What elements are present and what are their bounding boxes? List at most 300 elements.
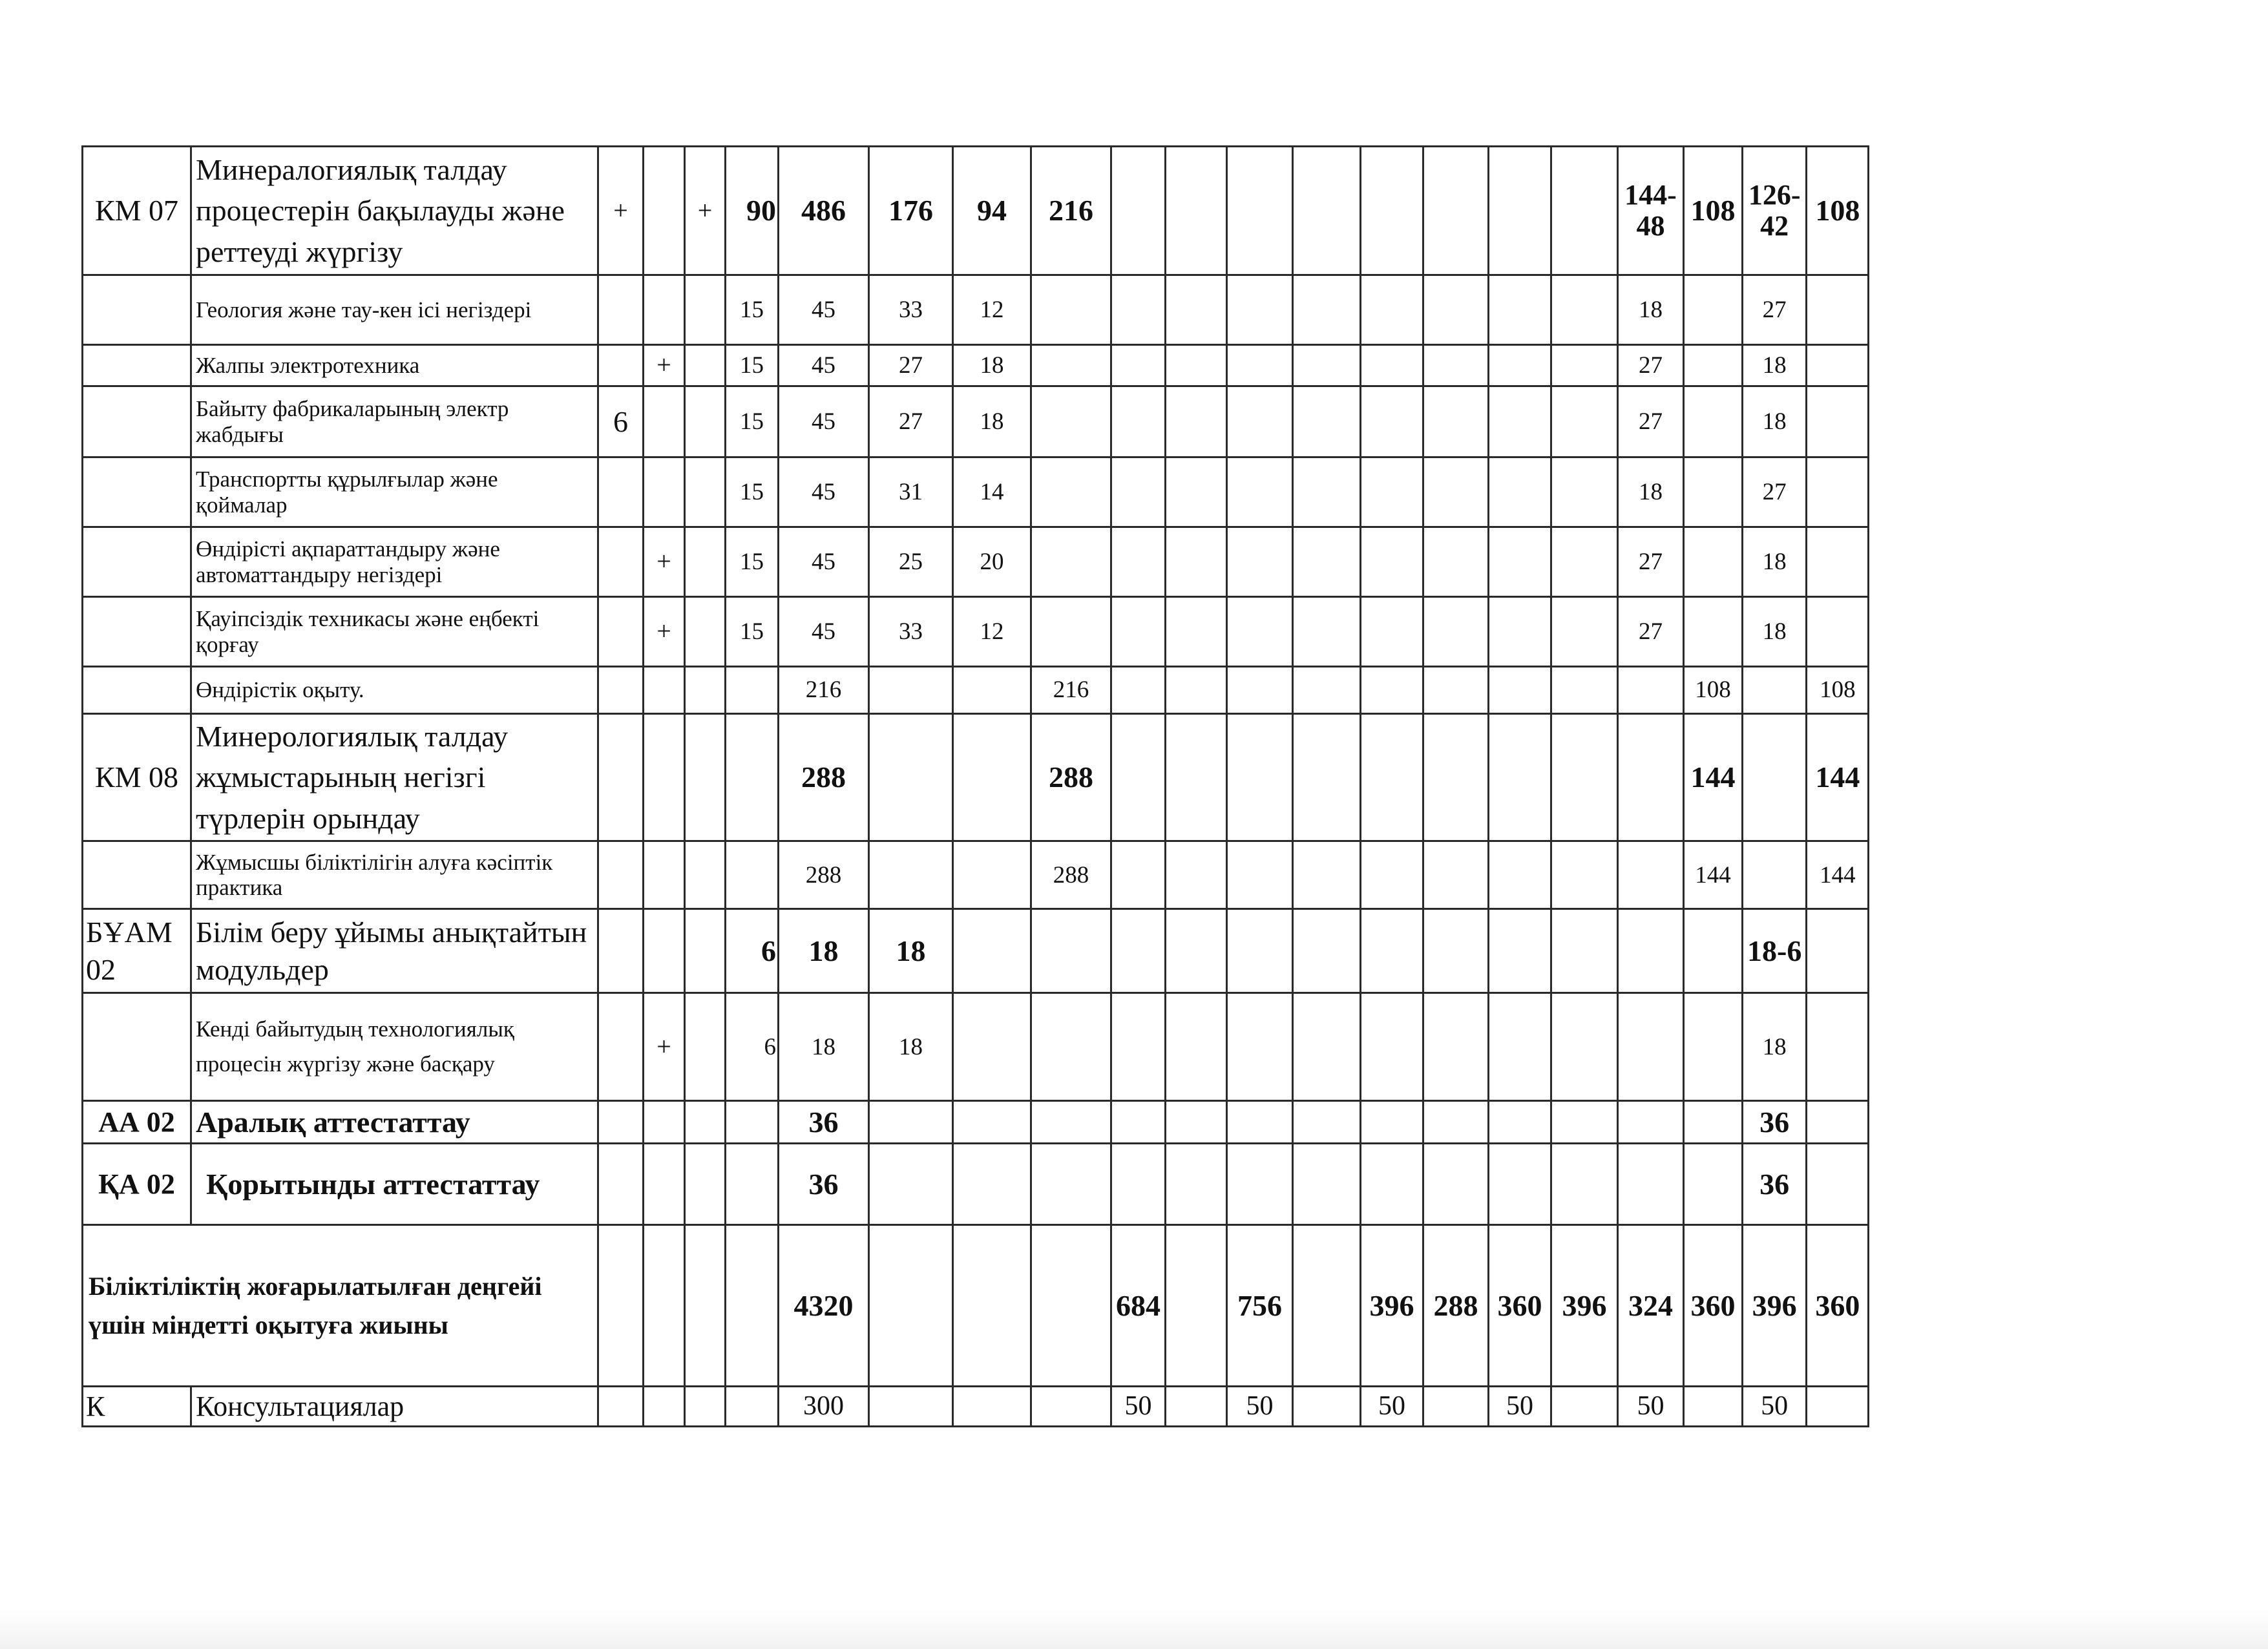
cell [1423, 714, 1489, 841]
cell: 90 [726, 147, 779, 275]
cell [1551, 597, 1618, 667]
cell [1489, 345, 1551, 386]
cell [1166, 597, 1227, 667]
cell [1293, 714, 1361, 841]
cell: 396 [1743, 1225, 1807, 1387]
cell [1551, 1101, 1618, 1144]
module-name: Минерологиялық талдау жұмыстарының негізгі түрлерін орындау [191, 714, 598, 841]
cell [1743, 147, 1807, 275]
cell [1293, 527, 1361, 597]
table-row [83, 275, 1869, 345]
table-row [83, 714, 1869, 841]
cell: 18 [1743, 993, 1807, 1101]
cell [869, 1101, 953, 1144]
cell [1031, 527, 1111, 597]
module-code [83, 457, 191, 527]
cell: 15 [726, 527, 779, 597]
cell [598, 714, 644, 841]
subject-name: Геология және тау-кен ісі негіздері [191, 275, 598, 345]
module-name: Консультациялар [191, 1387, 598, 1427]
cell [1293, 386, 1361, 457]
cell: 108 [1684, 667, 1743, 714]
cell [1361, 147, 1423, 275]
cell [1031, 386, 1111, 457]
curriculum-table [81, 145, 1869, 1427]
cell [1111, 275, 1166, 345]
cell [1423, 275, 1489, 345]
cell: 27 [1618, 386, 1684, 457]
cell [685, 597, 726, 667]
cell [1489, 714, 1551, 841]
cell [1166, 457, 1227, 527]
cell: 50 [1361, 1387, 1423, 1427]
cell: 18 [779, 993, 869, 1101]
cell: + [644, 345, 685, 386]
cell: 360 [1489, 1225, 1551, 1387]
cell [1551, 841, 1618, 909]
cell [598, 909, 644, 993]
table-row [83, 147, 1869, 275]
cell [685, 841, 726, 909]
cell [1743, 667, 1807, 714]
cell: 216 [779, 667, 869, 714]
cell [598, 993, 644, 1101]
cell [1423, 1144, 1489, 1225]
cell [1807, 275, 1869, 345]
cell [1618, 993, 1684, 1101]
cell [1031, 1101, 1111, 1144]
cell [1684, 527, 1743, 597]
cell [1227, 909, 1293, 993]
cell: 27 [1618, 527, 1684, 597]
cell [644, 714, 685, 841]
cell [1423, 597, 1489, 667]
cell [1551, 457, 1618, 527]
cell [1361, 1101, 1423, 1144]
cell [1361, 909, 1423, 993]
cell [598, 1144, 644, 1225]
cell [1551, 993, 1618, 1101]
cell [1684, 386, 1743, 457]
cell [1684, 993, 1743, 1101]
cell [1551, 527, 1618, 597]
cell: 108 [1807, 147, 1869, 275]
cell [1551, 714, 1618, 841]
cell [1293, 1225, 1361, 1387]
module-code [83, 345, 191, 386]
total-label: Біліктіліктің жоғарылатылған деңгейі үшін міндетті оқытуға жиыны [83, 1225, 598, 1387]
table-row [83, 993, 1869, 1101]
subject-name: Қауіпсіздік техникасы және еңбекті қорғау [191, 597, 598, 667]
cell [1684, 457, 1743, 527]
cell [1551, 909, 1618, 993]
cell: 27 [869, 386, 953, 457]
cell [1293, 841, 1361, 909]
cell [1489, 993, 1551, 1101]
cell: 18 [1743, 527, 1807, 597]
cell: 50 [1227, 1387, 1293, 1427]
cell: 50 [1111, 1387, 1166, 1427]
cell: 36 [779, 1101, 869, 1144]
cell [1166, 147, 1227, 275]
cell [1807, 527, 1869, 597]
cell [1489, 597, 1551, 667]
cell: 176 [869, 147, 953, 275]
cell [685, 1225, 726, 1387]
cell [869, 841, 953, 909]
cell [1293, 275, 1361, 345]
module-code [83, 667, 191, 714]
module-code: КМ 08 [83, 714, 191, 841]
cell [644, 841, 685, 909]
cell [953, 1101, 1031, 1144]
cell [1361, 993, 1423, 1101]
table-row [83, 386, 1869, 457]
cell [1111, 1101, 1166, 1144]
table-row [83, 1101, 1869, 1144]
cell: 144 [1684, 841, 1743, 909]
cell [644, 386, 685, 457]
cell: 360 [1807, 1225, 1869, 1387]
cell: + [644, 527, 685, 597]
cell [1684, 1144, 1743, 1225]
cell [685, 993, 726, 1101]
cell: 20 [953, 527, 1031, 597]
table-row [83, 841, 1869, 909]
cell: + [685, 147, 726, 275]
cell: 360 [1684, 1225, 1743, 1387]
cell [1743, 714, 1807, 841]
cell: 33 [869, 275, 953, 345]
cell-line: 48 [1636, 210, 1665, 242]
cell [685, 909, 726, 993]
table-row [83, 1387, 1869, 1427]
cell [644, 275, 685, 345]
cell [1551, 1144, 1618, 1225]
module-name: Минералогиялық талдау процестерін бақылауды және реттеуді жүргізу [191, 147, 598, 275]
cell: 144 [1684, 714, 1743, 841]
cell: 33 [869, 597, 953, 667]
cell: 45 [779, 386, 869, 457]
cell [1743, 841, 1807, 909]
cell: 45 [779, 527, 869, 597]
cell [644, 147, 685, 275]
cell [1293, 345, 1361, 386]
cell: 31 [869, 457, 953, 527]
cell [869, 1144, 953, 1225]
cell [644, 667, 685, 714]
cell [598, 667, 644, 714]
cell: 6 [726, 909, 779, 993]
cell: 18 [1743, 345, 1807, 386]
cell [1551, 386, 1618, 457]
cell [685, 1144, 726, 1225]
cell [1031, 457, 1111, 527]
cell [1361, 275, 1423, 345]
cell [1423, 386, 1489, 457]
cell-line: 144- [1624, 178, 1677, 211]
cell [644, 1225, 685, 1387]
module-code: К [83, 1387, 191, 1427]
cell [1031, 1225, 1111, 1387]
cell: + [644, 993, 685, 1101]
cell [953, 1225, 1031, 1387]
cell: 18 [869, 993, 953, 1101]
cell [598, 597, 644, 667]
cell [1166, 714, 1227, 841]
cell [1111, 527, 1166, 597]
cell [1361, 597, 1423, 667]
cell [685, 345, 726, 386]
cell [1551, 147, 1618, 275]
module-code [83, 386, 191, 457]
cell [1618, 909, 1684, 993]
cell: 288 [779, 714, 869, 841]
cell [644, 457, 685, 527]
cell [953, 993, 1031, 1101]
cell: 144 [1807, 714, 1869, 841]
table-row [83, 1144, 1869, 1225]
cell: 18 [953, 345, 1031, 386]
cell: 50 [1618, 1387, 1684, 1427]
cell: 27 [1743, 275, 1807, 345]
cell: 216 [1031, 147, 1111, 275]
subject-name: Өндірісті ақпараттандыру және автоматтандыру негіздері [191, 527, 598, 597]
module-code [83, 993, 191, 1101]
cell: 36 [1743, 1101, 1807, 1144]
cell [1423, 147, 1489, 275]
cell [598, 1225, 644, 1387]
module-code [83, 597, 191, 667]
cell: 15 [726, 275, 779, 345]
cell: 108 [1807, 667, 1869, 714]
cell: 288 [1031, 841, 1111, 909]
cell [1166, 667, 1227, 714]
cell [1166, 1101, 1227, 1144]
cell [726, 1144, 779, 1225]
cell [1166, 275, 1227, 345]
cell: 288 [779, 841, 869, 909]
cell [685, 275, 726, 345]
cell [726, 841, 779, 909]
cell [1423, 667, 1489, 714]
cell [1293, 457, 1361, 527]
cell [1423, 1101, 1489, 1144]
cell: + [644, 597, 685, 667]
cell: 18 [1743, 386, 1807, 457]
cell: 6 [598, 386, 644, 457]
module-code: БҰАМ 02 [83, 909, 191, 993]
cell: 18 [953, 386, 1031, 457]
cell [1618, 667, 1684, 714]
cell [1423, 527, 1489, 597]
cell [1489, 147, 1551, 275]
cell [1293, 909, 1361, 993]
cell [1293, 1387, 1361, 1427]
cell [1423, 909, 1489, 993]
cell: 216 [1031, 667, 1111, 714]
cell: 15 [726, 457, 779, 527]
table-row [83, 457, 1869, 527]
table-row [83, 667, 1869, 714]
cell [1361, 527, 1423, 597]
cell [1807, 386, 1869, 457]
cell [1807, 993, 1869, 1101]
table-row [83, 1225, 1869, 1387]
cell [726, 1387, 779, 1427]
cell [1618, 1144, 1684, 1225]
cell: 25 [869, 527, 953, 597]
cell [1227, 345, 1293, 386]
cell [1361, 457, 1423, 527]
cell [1361, 714, 1423, 841]
cell [1807, 1387, 1869, 1427]
subject-name: Транспортты құрылғылар және қоймалар [191, 457, 598, 527]
cell: 15 [726, 386, 779, 457]
cell [1166, 1144, 1227, 1225]
cell [1166, 386, 1227, 457]
cell [685, 1387, 726, 1427]
cell [953, 714, 1031, 841]
cell: 18-6 [1743, 909, 1807, 993]
module-code [83, 275, 191, 345]
cell: 396 [1361, 1225, 1423, 1387]
cell [1684, 909, 1743, 993]
cell [1489, 1101, 1551, 1144]
cell [598, 527, 644, 597]
subject-name: Байыту фабрикаларының электр жабдығы [191, 386, 598, 457]
cell: 18 [1618, 457, 1684, 527]
cell [1111, 667, 1166, 714]
cell [1807, 1101, 1869, 1144]
cell [953, 1387, 1031, 1427]
cell [1111, 993, 1166, 1101]
cell: 324 [1618, 1225, 1684, 1387]
cell [1618, 147, 1684, 275]
cell [1489, 386, 1551, 457]
cell [1166, 345, 1227, 386]
cell [953, 1144, 1031, 1225]
cell [1111, 714, 1166, 841]
cell: 14 [953, 457, 1031, 527]
cell [869, 667, 953, 714]
cell [1293, 993, 1361, 1101]
cell: 27 [1618, 345, 1684, 386]
cell: + [598, 147, 644, 275]
cell [1031, 275, 1111, 345]
cell [644, 1144, 685, 1225]
cell [1031, 597, 1111, 667]
cell [1684, 275, 1743, 345]
cell [685, 386, 726, 457]
cell [598, 275, 644, 345]
cell: 288 [1031, 714, 1111, 841]
cell [1361, 841, 1423, 909]
cell [1293, 667, 1361, 714]
cell: 27 [1743, 457, 1807, 527]
table-row [83, 345, 1869, 386]
cell [685, 1101, 726, 1144]
cell [869, 714, 953, 841]
cell [1361, 1144, 1423, 1225]
cell: 288 [1423, 1225, 1489, 1387]
cell [1423, 345, 1489, 386]
cell [598, 1387, 644, 1427]
cell [1489, 841, 1551, 909]
cell [1489, 457, 1551, 527]
cell: 27 [869, 345, 953, 386]
cell [1293, 1144, 1361, 1225]
cell [1807, 1144, 1869, 1225]
cell [1684, 1101, 1743, 1144]
cell [869, 1225, 953, 1387]
cell [726, 714, 779, 841]
cell [1227, 667, 1293, 714]
cell: 18 [869, 909, 953, 993]
cell [598, 1101, 644, 1144]
cell [598, 345, 644, 386]
cell: 45 [779, 275, 869, 345]
cell [644, 1387, 685, 1427]
cell [1166, 527, 1227, 597]
cell [598, 841, 644, 909]
cell [1423, 1387, 1489, 1427]
cell: 108 [1684, 147, 1743, 275]
cell: 45 [779, 597, 869, 667]
table-row [83, 597, 1869, 667]
scan-edge-shadow [0, 1609, 2268, 1649]
cell: 300 [779, 1387, 869, 1427]
cell: 15 [726, 345, 779, 386]
cell [1111, 147, 1166, 275]
cell: 18 [1743, 597, 1807, 667]
module-name: Білім беру ұйымы анықтайтын модульдер [191, 909, 598, 993]
module-name: Қорытынды аттестаттау [191, 1144, 598, 1225]
cell [1227, 527, 1293, 597]
cell [1031, 1144, 1111, 1225]
cell [1227, 1101, 1293, 1144]
cell [685, 527, 726, 597]
cell [1361, 386, 1423, 457]
cell [1807, 345, 1869, 386]
cell [1807, 457, 1869, 527]
subject-name: Жалпы электротехника [191, 345, 598, 386]
cell [1227, 386, 1293, 457]
cell: 18 [779, 909, 869, 993]
cell: 12 [953, 597, 1031, 667]
cell: 36 [1743, 1144, 1807, 1225]
cell [1361, 667, 1423, 714]
cell [726, 1225, 779, 1387]
cell [1227, 1144, 1293, 1225]
cell [685, 667, 726, 714]
cell [1031, 345, 1111, 386]
cell [1227, 993, 1293, 1101]
cell [1111, 1144, 1166, 1225]
subject-name: Өндірістік оқыту. [191, 667, 598, 714]
cell [1166, 993, 1227, 1101]
cell: 684 [1111, 1225, 1166, 1387]
subject-name: Кенді байытудың технологиялық процесін жүргізу және басқару [191, 993, 598, 1101]
cell [1551, 275, 1618, 345]
cell [1489, 909, 1551, 993]
table-row [83, 909, 1869, 993]
cell [1489, 275, 1551, 345]
cell [1551, 667, 1618, 714]
cell [598, 457, 644, 527]
cell: 27 [1618, 597, 1684, 667]
cell: 50 [1743, 1387, 1807, 1427]
